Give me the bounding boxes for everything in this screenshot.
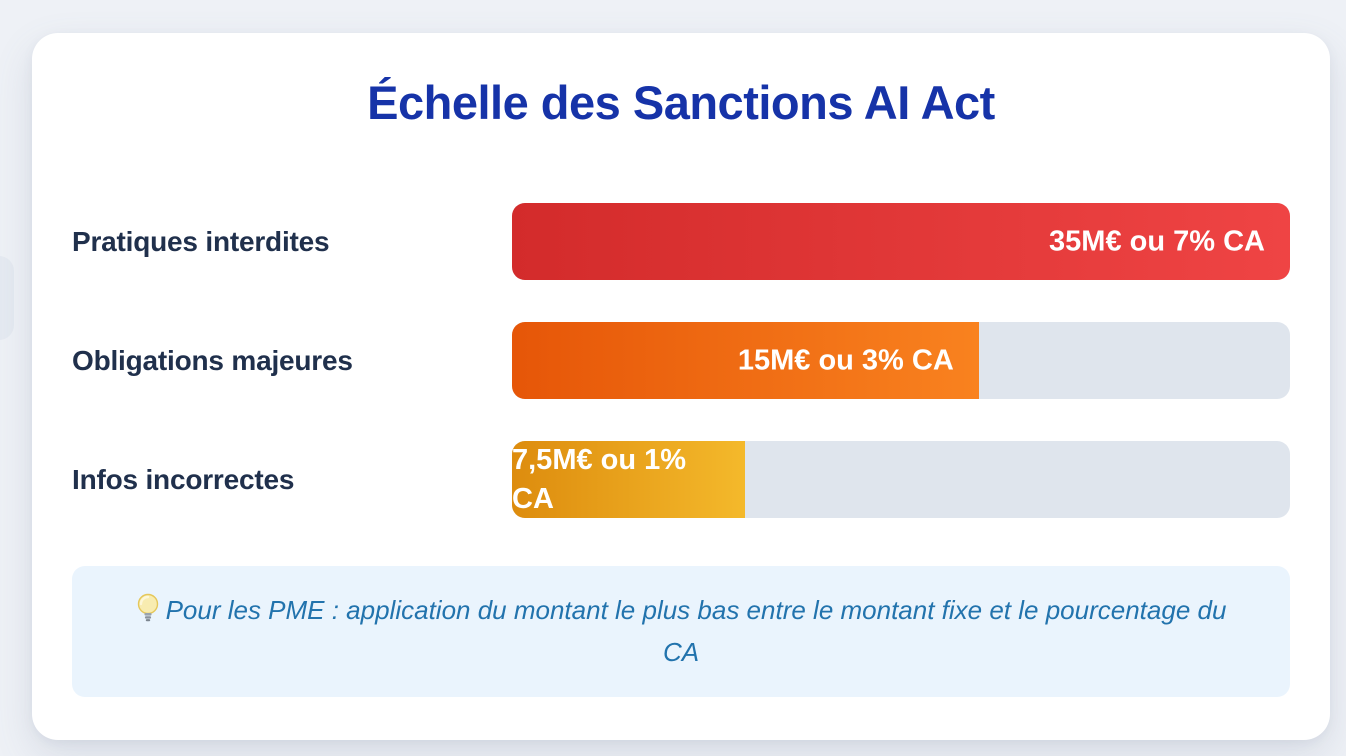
- bar-fill: [512, 441, 745, 518]
- bar-track: [512, 203, 1290, 280]
- bar-fill: [512, 322, 979, 399]
- bar-value-label: 15M€ ou 3% CA: [737, 343, 954, 376]
- pme-note-text: Pour les PME : application du montant le plus bas entre le montant fixe et le pourcentage du CA: [165, 595, 1227, 667]
- bar-fill: [512, 203, 1290, 280]
- sanction-bars: [72, 203, 1290, 518]
- chart-row: [72, 441, 1290, 518]
- chart-title: Échelle des Sanctions AI Act: [367, 76, 995, 129]
- chart-row: [72, 203, 1290, 280]
- pme-note: [72, 566, 1290, 697]
- sanctions-card: [32, 33, 1330, 740]
- category-label: Pratiques interdites: [72, 225, 330, 257]
- bar-track: [512, 322, 1290, 399]
- pme-note-text-wrap: [128, 590, 1234, 673]
- category-label: Obligations majeures: [72, 344, 353, 376]
- chart-row: [72, 322, 1290, 399]
- category-label: Infos incorrectes: [72, 463, 295, 495]
- lightbulb-icon: [136, 593, 160, 623]
- offscreen-edge-element: [0, 256, 14, 340]
- bar-value-label: 35M€ ou 7% CA: [1049, 224, 1265, 257]
- bar-value-label: 7,5M€ ou 1% CA: [512, 443, 687, 515]
- bar-track: [512, 441, 1290, 518]
